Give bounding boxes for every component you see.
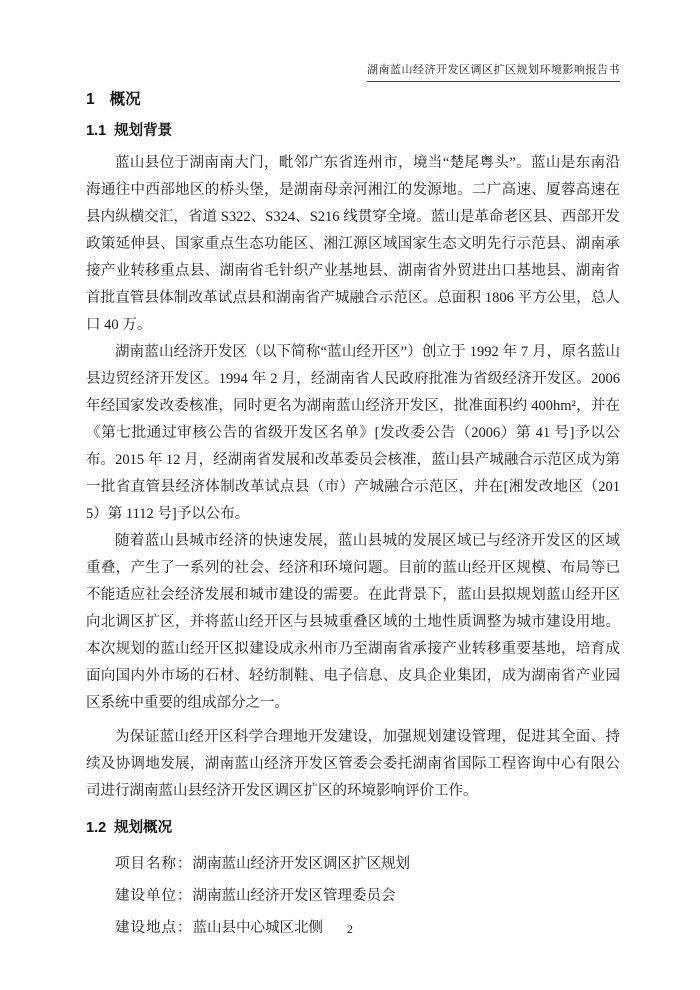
section-title: 规划概况 [114,820,173,836]
section-title: 规划背景 [114,123,173,139]
running-head-title: 湖南蓝山经济开发区调区扩区规划环境影响报告书 [367,61,620,82]
item-label: 建设单位： [115,888,193,904]
paragraph-planning-background-4: 为保证蓝山经开区科学合理地开发建设，加强规划建设管理，促进其全面、持续及协调地发展，湖南蓝山经济开发区管委会委托湖南省国际工程咨询中心有限公司进行湖南蓝山县经济开发区调区扩区的环境影响评价工作。 [86,729,620,799]
document-content [86,90,620,944]
section-heading-1-2 [86,818,620,838]
section-title: 概况 [109,91,141,108]
page-number: 2 [347,922,353,936]
section-number: 1 [86,91,95,108]
section-number: 1.2 [86,820,107,836]
item-value: 蓝山县中心城区北侧 [192,920,323,936]
item-value: 湖南蓝山经济开发区管理委员会 [192,888,396,904]
section-number: 1.1 [86,123,107,139]
item-value: 湖南蓝山经济开发区调区扩区规划 [192,856,410,872]
overview-item-project-name [86,848,620,880]
overview-item-construction-unit [86,880,620,912]
item-label: 建设地点： [115,920,193,936]
paragraph-planning-background-3: 随着蓝山县城市经济的快速发展，蓝山县城的发展区域已与经济开发区的区域重叠，产生了一系列的社会、经济和环境问题。目前的蓝山经开区规模、布局等已不能适应社会经济发展和城市建设的需要。在此背景下，蓝山县拟规划蓝山经开区向北调区扩区，并将蓝山经开区与县城重叠区域的土地性质调整为城市建设用地。本次规划的蓝山经开区拟建设成永州市乃至湖南省承接产业转移重要基地，培育成面向国内外市场的石材、轻纺制鞋、电子信息、皮具企业集团，成为湖南省产业园区系统中重要的组成部分之一。 [86,533,620,711]
section-heading-1 [86,90,620,110]
section-heading-1-1 [86,121,620,141]
item-label: 项目名称： [115,856,193,872]
paragraph-planning-background-1: 蓝山县位于湖南南大门，毗邻广东省连州市，境当“楚尾粤头”。蓝山是东南沿海通往中西部地区的桥头堡，是湖南母亲河湘江的发源地。二广高速、厦蓉高速在县内纵横交汇，省道 S322、S324、S216 线贯穿全境。蓝山是革命老区县、西部开发政策延伸县、国家重点生态功能区、湘江源区域国家生态文明先行示范县、湖南承接产业转移重点县、湖南省毛针织产业基地县、湖南省外贸进出口基地县、湖南省首批直管县体制改革试点县和湖南省产城融合示范区。总面积 1806 平方公里，总人口 40 万。 [86,155,620,333]
paragraph-planning-background-2: 湖南蓝山经济开发区（以下简称“蓝山经开区”）创立于 1992 年 7 月，原名蓝山县边贸经济开发区。1994 年 2 月，经湖南省人民政府批准为省级经济开发区。2006 年经国家发改委核准，同时更名为湖南蓝山经济开发区，批准面积约 400hm²，并在《第七批通过审核公告的省级开发区名单》[发改委公告（2006）第 41 号]予以公布。2015 年 12 月，经湖南省发展和改革委员会核准，蓝山县产城融合示范区成为第一批省直管县经济体制改革试点县（市）产城融合示范区，并在[湘发改地区（2015）第 1112 号]予以公布。 [86,344,620,522]
page-header [367,60,620,82]
